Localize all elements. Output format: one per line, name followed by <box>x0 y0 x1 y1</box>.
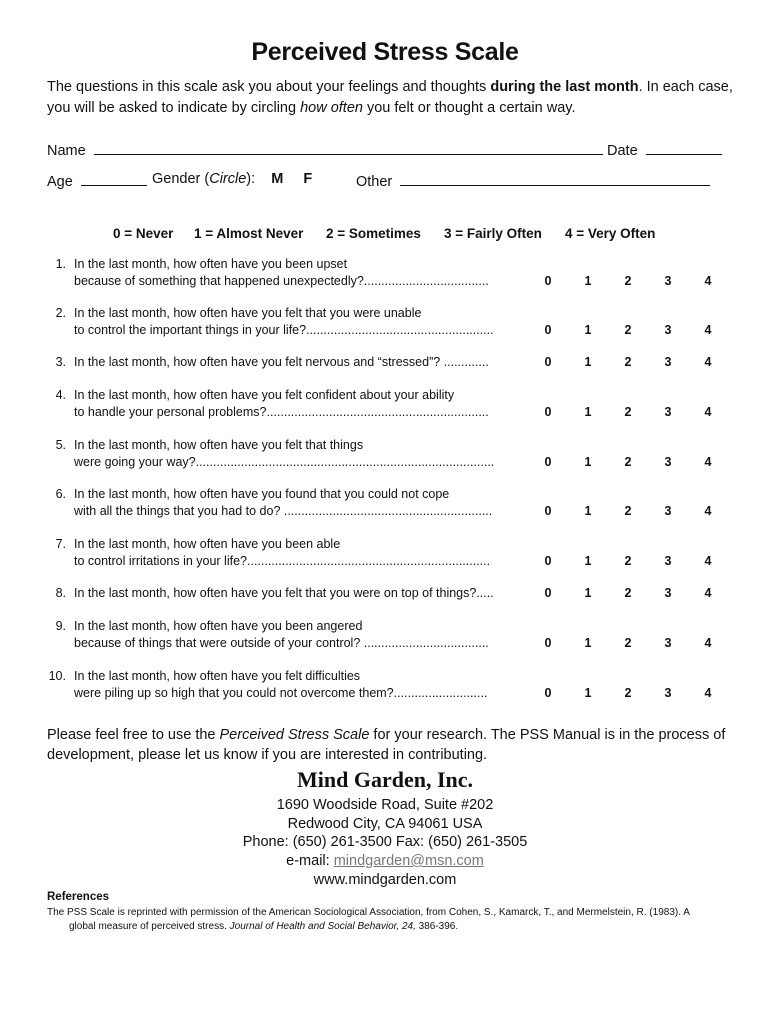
response-option-1[interactable]: 1 <box>584 274 592 288</box>
response-option-0[interactable]: 0 <box>544 455 552 469</box>
gender-row <box>152 171 312 187</box>
company-address-line1: 1690 Woodside Road, Suite #202 <box>276 797 494 813</box>
response-option-2[interactable]: 2 <box>624 355 632 369</box>
response-option-2[interactable]: 2 <box>624 636 632 650</box>
response-option-4[interactable]: 4 <box>704 455 712 469</box>
legend-item: 4 = Very Often <box>565 226 656 241</box>
references-heading: References <box>47 891 110 903</box>
response-option-3[interactable]: 3 <box>664 586 672 600</box>
response-option-1[interactable]: 1 <box>584 504 592 518</box>
response-option-1[interactable]: 1 <box>584 323 592 337</box>
response-option-4[interactable]: 4 <box>704 554 712 568</box>
reference-text: global measure of perceived stress. <box>69 921 230 932</box>
response-option-1[interactable]: 1 <box>584 636 592 650</box>
reference-text: 386-396. <box>415 921 459 932</box>
response-option-4[interactable]: 4 <box>704 274 712 288</box>
age-field[interactable] <box>81 171 147 186</box>
response-option-0[interactable]: 0 <box>544 554 552 568</box>
question-text: because of something that happened unexpectedly?.................................... <box>74 274 489 288</box>
response-option-4[interactable]: 4 <box>704 355 712 369</box>
question-text: In the last month, how often have you felt nervous and “stressed”? ............. <box>74 355 489 369</box>
note-text: Please feel free to use the <box>47 727 220 743</box>
response-option-1[interactable]: 1 <box>584 355 592 369</box>
other-field[interactable] <box>400 171 710 186</box>
response-option-2[interactable]: 2 <box>624 455 632 469</box>
gender-option-m[interactable]: M <box>271 171 284 187</box>
question-text: because of things that were outside of your control? .................................... <box>74 636 489 650</box>
response-option-3[interactable]: 3 <box>664 686 672 700</box>
question-text: with all the things that you had to do? ............................................................ <box>74 504 493 518</box>
response-option-4[interactable]: 4 <box>704 323 712 337</box>
question-text: to control irritations in your life?...................................................................... <box>74 554 491 568</box>
gender-label: ): <box>246 171 256 187</box>
other-row <box>356 171 710 190</box>
question-text: In the last month, how often have you felt that things <box>74 438 364 452</box>
response-option-0[interactable]: 0 <box>544 504 552 518</box>
other-label: Other <box>356 174 393 190</box>
response-option-0[interactable]: 0 <box>544 636 552 650</box>
name-row <box>47 140 603 159</box>
question-text: In the last month, how often have you been angered <box>74 619 363 633</box>
legend-item: 2 = Sometimes <box>326 226 421 241</box>
response-option-2[interactable]: 2 <box>624 274 632 288</box>
question-text: to control the important things in your life?...................................................... <box>74 323 494 337</box>
intro-text: you felt or thought a certain way. <box>362 100 576 116</box>
intro-italic: how often <box>300 100 363 116</box>
company-website[interactable]: www.mindgarden.com <box>313 872 457 888</box>
question-text: were going your way?...................................................................................... <box>74 455 495 469</box>
reference-text-continued <box>47 920 727 934</box>
gender-option-f[interactable]: F <box>303 171 313 187</box>
response-option-4[interactable]: 4 <box>704 405 712 419</box>
note-text: for your research. The PSS Manual is in the process of development, please let us know if you are interested in contributing. <box>47 727 726 763</box>
response-option-2[interactable]: 2 <box>624 554 632 568</box>
response-option-3[interactable]: 3 <box>664 355 672 369</box>
response-option-4[interactable]: 4 <box>704 586 712 600</box>
age-row <box>47 171 147 190</box>
response-option-3[interactable]: 3 <box>664 455 672 469</box>
question-number: 7. <box>55 537 66 551</box>
intro-emphasis: during the last month <box>490 79 639 95</box>
response-option-0[interactable]: 0 <box>544 274 552 288</box>
references-body <box>47 906 727 934</box>
response-option-1[interactable]: 1 <box>584 586 592 600</box>
question-text: to handle your personal problems?................................................................ <box>74 405 489 419</box>
question-number: 10. <box>48 669 66 683</box>
question-text: In the last month, how often have you been upset <box>74 257 348 271</box>
response-option-1[interactable]: 1 <box>584 405 592 419</box>
note-italic: Perceived Stress Scale <box>219 727 370 743</box>
response-option-2[interactable]: 2 <box>624 686 632 700</box>
response-option-4[interactable]: 4 <box>704 636 712 650</box>
question-text: In the last month, how often have you felt difficulties <box>74 669 361 683</box>
email-label: e-mail: <box>286 853 334 869</box>
date-field[interactable] <box>646 140 722 155</box>
company-email-row <box>0 852 770 871</box>
question-number: 4. <box>55 388 66 402</box>
response-option-4[interactable]: 4 <box>704 504 712 518</box>
legend-item: 0 = Never <box>113 226 174 241</box>
question-number: 5. <box>55 438 66 452</box>
legend-item: 3 = Fairly Often <box>444 226 542 241</box>
gender-label: Gender ( <box>152 171 210 187</box>
response-option-3[interactable]: 3 <box>664 274 672 288</box>
response-option-0[interactable]: 0 <box>544 686 552 700</box>
question-text: In the last month, how often have you felt that you were on top of things?..... <box>74 586 494 600</box>
response-option-0[interactable]: 0 <box>544 323 552 337</box>
response-option-3[interactable]: 3 <box>664 323 672 337</box>
gender-label-italic: Circle <box>209 171 247 187</box>
reference-text: The PSS Scale is reprinted with permission of the American Sociological Association, from Cohen, S., Kamarck, T., and Mermelstein, R. (1983). A <box>47 907 690 918</box>
company-name: Mind Garden, Inc. <box>296 767 474 792</box>
date-row <box>607 140 722 159</box>
response-option-3[interactable]: 3 <box>664 636 672 650</box>
response-option-1[interactable]: 1 <box>584 686 592 700</box>
response-option-2[interactable]: 2 <box>624 504 632 518</box>
response-option-3[interactable]: 3 <box>664 504 672 518</box>
question-number: 6. <box>55 487 66 501</box>
company-address-line2: Redwood City, CA 94061 USA <box>287 816 483 832</box>
company-phone-fax: Phone: (650) 261-3500 Fax: (650) 261-3505 <box>242 834 528 850</box>
question-text: In the last month, how often have you found that you could not cope <box>74 487 450 501</box>
question-text: In the last month, how often have you felt that you were unable <box>74 306 422 320</box>
legend-item: 1 = Almost Never <box>194 226 304 241</box>
question-number: 3. <box>55 355 66 369</box>
response-option-2[interactable]: 2 <box>624 586 632 600</box>
intro-paragraph <box>47 77 737 119</box>
response-option-0[interactable]: 0 <box>544 405 552 419</box>
email-link[interactable]: mindgarden@msn.com <box>333 853 484 869</box>
response-option-0[interactable]: 0 <box>544 586 552 600</box>
name-field[interactable] <box>94 140 603 155</box>
response-option-4[interactable]: 4 <box>704 686 712 700</box>
name-label: Name <box>47 143 86 159</box>
response-option-0[interactable]: 0 <box>544 355 552 369</box>
response-option-3[interactable]: 3 <box>664 554 672 568</box>
page-title: Perceived Stress Scale <box>251 38 519 66</box>
question-number: 8. <box>55 586 66 600</box>
response-option-1[interactable]: 1 <box>584 554 592 568</box>
intro-text: The questions in this scale ask you about your feelings and thoughts <box>47 79 491 95</box>
response-option-1[interactable]: 1 <box>584 455 592 469</box>
intro-text: . In each case, you will be asked to indicate by circling <box>47 79 733 116</box>
question-number: 9. <box>55 619 66 633</box>
question-text: In the last month, how often have you been able <box>74 537 341 551</box>
usage-note <box>47 725 737 765</box>
question-number: 2. <box>55 306 66 320</box>
response-option-3[interactable]: 3 <box>664 405 672 419</box>
age-label: Age <box>47 174 73 190</box>
question-text: were piling up so high that you could not overcome them?........................... <box>74 686 488 700</box>
question-number: 1. <box>55 257 66 271</box>
response-option-2[interactable]: 2 <box>624 405 632 419</box>
response-option-2[interactable]: 2 <box>624 323 632 337</box>
journal-title: Journal of Health and Social Behavior, 24, <box>229 921 416 932</box>
date-label: Date <box>607 143 638 159</box>
question-text: In the last month, how often have you felt confident about your ability <box>74 388 455 402</box>
